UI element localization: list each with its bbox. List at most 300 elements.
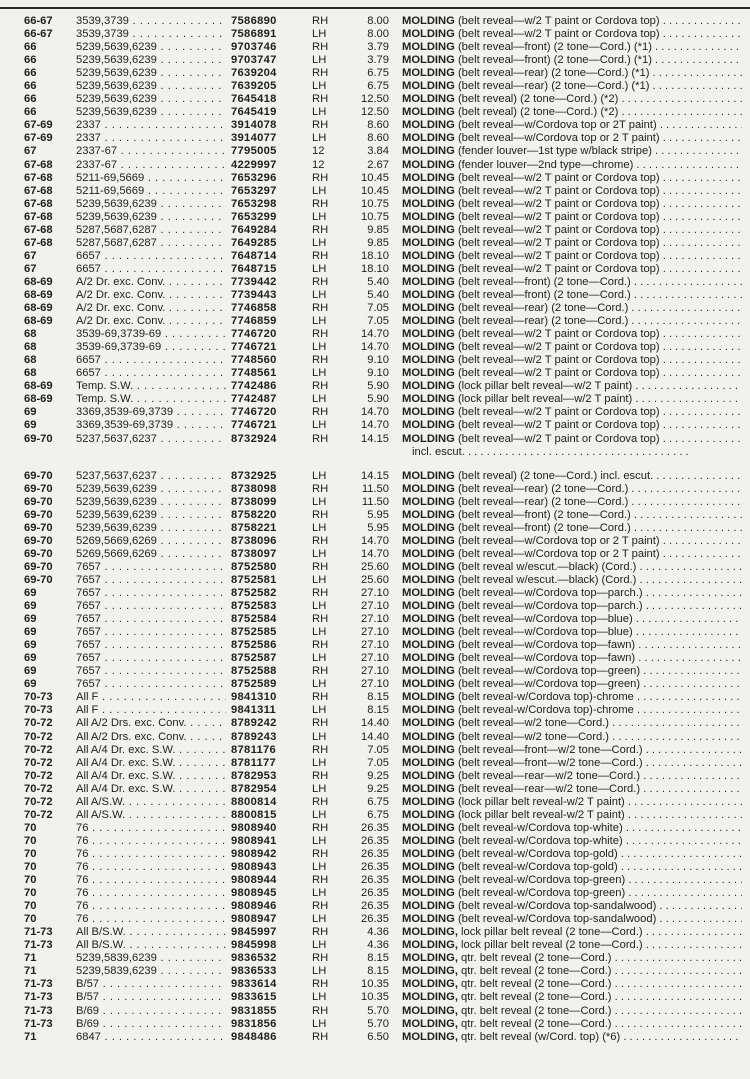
description-cell — [402, 172, 742, 185]
models-cell: 5239,5839,6239 . . . — [76, 952, 226, 965]
side-cell: LH — [312, 678, 327, 691]
part-row — [0, 796, 750, 809]
price-cell: 27.10 — [361, 678, 389, 691]
part-number-cell: 8800814 — [231, 795, 277, 808]
price-cell: 3.84 — [367, 145, 389, 158]
part-row — [0, 835, 750, 848]
price-cell: 14.70 — [361, 547, 389, 560]
description-cell — [402, 237, 742, 250]
side-cell: LH — [312, 626, 327, 639]
year-cell: 67-68 — [24, 236, 53, 249]
description-cell — [402, 626, 742, 639]
item-description: lock pillar belt reveal (2 tone—Cord.) — [461, 926, 643, 939]
side-cell: LH — [312, 991, 327, 1004]
item-description: (belt reveal—w/2 T paint or Cordova top) — [457, 184, 660, 197]
side-cell: RH — [312, 328, 329, 341]
description-cell — [402, 159, 742, 172]
part-row — [0, 600, 750, 613]
price-cell: 9.25 — [367, 769, 389, 782]
price-cell: 26.35 — [361, 887, 389, 900]
description-cell — [402, 54, 742, 67]
description-cell — [402, 665, 742, 678]
side-cell: RH — [312, 508, 329, 521]
description-cell — [402, 341, 742, 354]
part-number-cell: 8752589 — [231, 678, 277, 691]
year-cell: 70-72 — [24, 769, 53, 782]
price-cell: 27.10 — [361, 626, 389, 639]
description-cell — [402, 328, 742, 341]
description-cell — [402, 965, 742, 978]
description-cell — [402, 587, 742, 600]
description-cell — [402, 952, 742, 965]
year-cell: 68-69 — [24, 275, 53, 288]
side-cell: LH — [312, 419, 327, 432]
item-name: MOLDING — [402, 847, 455, 860]
price-cell: 14.15 — [361, 432, 389, 445]
item-description: qtr. belt reveal (2 tone—Cord.) — [461, 952, 612, 965]
item-name: MOLDING — [402, 626, 455, 639]
year-cell: 68-69 — [24, 315, 53, 328]
part-row — [0, 770, 750, 783]
models-cell: 3539,3739 . . . — [76, 15, 226, 28]
item-description: (belt reveal—w/Cordova top—blue) — [457, 626, 633, 639]
part-number-cell: 8789243 — [231, 730, 277, 743]
side-cell: LH — [312, 965, 327, 978]
parts-list — [0, 15, 750, 1044]
side-cell: RH — [312, 717, 329, 730]
price-cell: 6.75 — [367, 67, 389, 80]
description-cell — [402, 380, 742, 393]
item-description: (belt reveal-w/Cordova top)-chrome — [457, 704, 634, 717]
part-number-cell: 8758220 — [231, 508, 277, 521]
part-row — [0, 574, 750, 587]
description-cell — [402, 600, 742, 613]
price-cell: 8.15 — [367, 691, 389, 704]
item-name: MOLDING — [402, 223, 455, 236]
part-row — [0, 106, 750, 119]
year-cell: 69-70 — [24, 508, 53, 521]
year-cell: 66 — [24, 106, 37, 119]
price-cell: 27.10 — [361, 665, 389, 678]
item-description: (belt reveal—front—w/2 tone—Cord.) — [457, 743, 643, 756]
models-cell: 7657 . . . — [76, 652, 226, 665]
year-cell: 69 — [24, 600, 37, 613]
item-name: MOLDING — [402, 508, 455, 521]
item-name: MOLDING — [402, 834, 455, 847]
models-cell: 76 . . . — [76, 887, 226, 900]
side-cell: RH — [312, 795, 329, 808]
price-cell: 8.60 — [367, 119, 389, 132]
item-description: (belt reveal—w/Cordova top—blue) — [457, 613, 633, 626]
models-cell: 5239,5639,6239 . . . — [76, 496, 226, 509]
item-description: (belt reveal—w/2 T paint or Cordova top) — [457, 28, 660, 41]
item-name: MOLDING — [402, 900, 455, 913]
part-row — [0, 626, 750, 639]
year-cell: 66 — [24, 80, 37, 93]
price-cell: 4.36 — [367, 939, 389, 952]
part-row — [0, 965, 750, 978]
item-name: MOLDING — [402, 743, 455, 756]
description-cell — [402, 652, 742, 665]
price-cell: 9.85 — [367, 236, 389, 249]
description-cell — [402, 978, 742, 991]
description-cell — [402, 41, 742, 54]
description-cell — [402, 276, 742, 289]
side-cell: LH — [312, 106, 327, 119]
price-cell: 26.35 — [361, 900, 389, 913]
item-description: (belt reveal—front) (2 tone—Cord.) (*1) — [457, 54, 652, 67]
item-name: MOLDING — [402, 380, 455, 393]
year-cell: 71-73 — [24, 978, 53, 991]
price-cell: 14.70 — [361, 406, 389, 419]
year-cell: 71 — [24, 952, 37, 965]
part-number-cell: 7746721 — [231, 341, 277, 354]
description-cell — [402, 704, 742, 717]
year-cell: 67-68 — [24, 223, 53, 236]
side-cell: LH — [312, 547, 327, 560]
models-cell: All B/S.W. . . . — [76, 939, 226, 952]
models-cell: 7657 . . . — [76, 613, 226, 626]
models-cell: A/2 Dr. exc. Conv. . . . — [76, 289, 226, 302]
description-cell — [402, 900, 742, 913]
description-cell — [402, 406, 742, 419]
item-description: (belt reveal—w/Cordova top—fawn) — [457, 639, 636, 652]
models-cell: 5239,5639,6239 . . . — [76, 211, 226, 224]
side-cell: LH — [312, 28, 327, 41]
models-cell: 5287,5687,6287 . . . — [76, 237, 226, 250]
item-name: MOLDING — [402, 315, 455, 328]
part-number-cell: 8752586 — [231, 639, 277, 652]
side-cell: RH — [312, 952, 329, 965]
item-description: (belt reveal—w/Cordova top—green) — [457, 678, 641, 691]
models-cell: 3539,3739 . . . — [76, 28, 226, 41]
item-name: MOLDING — [402, 210, 455, 223]
description-cell — [402, 809, 742, 822]
price-cell: 3.79 — [367, 41, 389, 54]
price-cell: 27.10 — [361, 639, 389, 652]
item-description: (belt reveal—w/2 T paint or Cordova top) — [457, 223, 660, 236]
year-cell: 70-72 — [24, 730, 53, 743]
item-name: MOLDING — [402, 28, 455, 41]
item-description: (belt reveal-w/Cordova top-gold) — [457, 861, 618, 873]
price-cell: 8.15 — [367, 952, 389, 965]
price-cell: 10.45 — [361, 184, 389, 197]
side-cell: LH — [312, 887, 327, 900]
item-description: (belt reveal—w/Cordova top—fawn) — [457, 652, 636, 665]
models-cell: 6657 . . . — [76, 367, 226, 380]
item-description: qtr. belt reveal (2 tone—Cord.) — [461, 1017, 612, 1030]
price-cell: 7.05 — [367, 315, 389, 328]
description-cell — [402, 367, 742, 380]
part-number-cell: 7649285 — [231, 236, 277, 249]
part-number-cell: 7795005 — [231, 145, 277, 158]
part-row — [0, 639, 750, 652]
price-cell: 5.40 — [367, 275, 389, 288]
item-name: MOLDING — [402, 482, 455, 495]
part-number-cell: 8738098 — [231, 482, 277, 495]
models-cell: 7657 . . . — [76, 665, 226, 678]
part-number-cell: 8752580 — [231, 560, 277, 573]
year-cell: 70-73 — [24, 704, 53, 717]
part-number-cell: 7586890 — [231, 15, 277, 27]
item-description: (belt reveal w/escut.—black) (Cord.) — [457, 560, 637, 573]
price-cell: 3.79 — [367, 54, 389, 67]
part-row — [0, 548, 750, 561]
models-cell: All A/2 Drs. exc. Conv. . . . — [76, 731, 226, 744]
item-description: (fender louver—1st type w/black stripe) — [457, 145, 652, 158]
side-cell: RH — [312, 587, 329, 600]
part-number-cell: 7746720 — [231, 328, 277, 341]
price-cell: 26.35 — [361, 861, 389, 873]
item-name: MOLDING — [402, 367, 455, 380]
part-row — [0, 587, 750, 600]
description-cell — [402, 509, 742, 522]
part-row — [0, 848, 750, 861]
item-name: MOLDING — [402, 145, 455, 158]
description-cell — [402, 639, 742, 652]
item-name: MOLDING — [402, 236, 455, 249]
item-name: MOLDING — [402, 874, 455, 887]
item-name: MOLDING, — [402, 965, 458, 978]
price-cell: 10.35 — [361, 978, 389, 991]
side-cell: RH — [312, 406, 329, 419]
item-name: MOLDING — [402, 132, 455, 145]
part-row — [0, 509, 750, 522]
price-cell: 14.70 — [361, 419, 389, 432]
part-row — [0, 159, 750, 172]
side-cell: LH — [312, 315, 327, 328]
item-description: (belt reveal—front—w/2 tone—Cord.) — [457, 756, 643, 769]
year-cell: 69-70 — [24, 432, 53, 445]
item-description: (belt reveal—front) (2 tone—Cord.) (*1) — [457, 41, 652, 54]
part-number-cell: 7586891 — [231, 28, 277, 41]
side-cell: LH — [312, 1017, 327, 1030]
year-cell: 67-68 — [24, 184, 53, 197]
price-cell: 9.10 — [367, 367, 389, 380]
side-cell: RH — [312, 560, 329, 573]
item-description: (belt reveal—w/Cordova top—green) — [457, 665, 641, 678]
models-cell: 6657 . . . — [76, 250, 226, 263]
item-name: MOLDING — [402, 93, 455, 106]
item-name: MOLDING — [402, 41, 455, 54]
year-cell: 70-72 — [24, 756, 53, 769]
year-cell: 68 — [24, 367, 37, 380]
description-cell — [402, 106, 742, 119]
price-cell: 5.70 — [367, 1004, 389, 1017]
item-description: (belt reveal-w/Cordova top-green) — [457, 874, 626, 887]
part-number-cell: 8752581 — [231, 573, 277, 586]
part-row — [0, 926, 750, 939]
item-description: (belt reveal—w/2 T paint or Cordova top) — [457, 171, 660, 184]
models-cell: All A/4 Dr. exc. S.W. . . . — [76, 744, 226, 757]
item-description: qtr. belt reveal (2 tone—Cord.) — [461, 978, 612, 991]
description-cell — [402, 15, 742, 28]
year-cell: 67 — [24, 262, 37, 275]
models-cell: 5239,5639,6239 . . . — [76, 522, 226, 535]
description-cell — [402, 419, 742, 432]
item-description: (belt reveal—rear) (2 tone—Cord.) — [457, 315, 629, 328]
item-description: incl. escut. — [412, 445, 465, 458]
price-cell: 7.05 — [367, 743, 389, 756]
part-number-cell: 8781177 — [231, 756, 277, 769]
side-cell: RH — [312, 171, 329, 184]
description-cell — [402, 145, 742, 158]
part-number-cell: 7645419 — [231, 106, 277, 119]
price-cell: 14.40 — [361, 730, 389, 743]
item-description: (belt reveal—front) (2 tone—Cord.) — [457, 275, 631, 288]
description-cell — [402, 496, 742, 509]
item-name: MOLDING — [402, 587, 455, 600]
models-cell: 5239,5639,6239 . . . — [76, 41, 226, 54]
models-cell: 5239,5639,6239 . . . — [76, 106, 226, 119]
part-number-cell: 8758221 — [231, 521, 277, 534]
description-cell — [402, 315, 742, 328]
models-cell: 3539-69,3739-69 . . . — [76, 341, 226, 354]
item-description: (belt reveal) (2 tone—Cord.) incl. escut. — [457, 469, 654, 482]
item-name: MOLDING — [402, 249, 455, 262]
models-cell: 3539-69,3739-69 . . . — [76, 328, 226, 341]
side-cell: LH — [312, 393, 327, 406]
part-number-cell: 7649284 — [231, 223, 277, 236]
part-number-cell: 7648715 — [231, 262, 277, 275]
side-cell: RH — [312, 874, 329, 887]
side-cell: LH — [312, 652, 327, 665]
side-cell: RH — [312, 197, 329, 210]
year-cell: 67 — [24, 249, 37, 262]
part-number-cell: 8738099 — [231, 495, 277, 508]
item-description: (belt reveal—w/2 T paint or Cordova top) — [457, 249, 660, 262]
part-number-cell: 7639205 — [231, 80, 277, 93]
year-cell: 70-72 — [24, 782, 53, 795]
year-cell: 67 — [24, 145, 37, 158]
price-cell: 6.75 — [367, 795, 389, 808]
part-row — [0, 939, 750, 952]
item-description: (belt reveal-w/Cordova top-gold) — [457, 847, 618, 860]
part-row — [0, 185, 750, 198]
models-cell: 76 . . . — [76, 913, 226, 926]
description-cell — [402, 770, 742, 783]
side-cell: 12 — [312, 158, 325, 171]
side-cell: LH — [312, 730, 327, 743]
description-cell — [402, 848, 742, 861]
year-cell: 66 — [24, 54, 37, 67]
price-cell: 26.35 — [361, 821, 389, 834]
part-row — [0, 367, 750, 380]
part-number-cell: 7653298 — [231, 197, 277, 210]
models-cell: 6657 . . . — [76, 263, 226, 276]
part-row — [0, 952, 750, 965]
price-cell: 18.10 — [361, 249, 389, 262]
item-name: MOLDING — [402, 665, 455, 678]
price-cell: 25.60 — [361, 560, 389, 573]
side-cell: LH — [312, 288, 327, 301]
side-cell: RH — [312, 534, 329, 547]
price-cell: 5.95 — [367, 508, 389, 521]
side-cell: RH — [312, 743, 329, 756]
models-cell: 7657 . . . — [76, 626, 226, 639]
description-cell — [402, 289, 742, 302]
side-cell: RH — [312, 978, 329, 991]
item-name: MOLDING, — [402, 926, 458, 939]
part-number-cell: 7653296 — [231, 171, 277, 184]
models-cell: 2337-67 . . . — [76, 159, 226, 172]
price-cell: 14.70 — [361, 534, 389, 547]
side-cell: RH — [312, 900, 329, 913]
year-cell: 69 — [24, 678, 37, 691]
models-cell: 5239,5639,6239 . . . — [76, 509, 226, 522]
item-description: qtr. belt reveal (2 tone—Cord.) — [461, 1004, 612, 1017]
models-cell: 7657 . . . — [76, 574, 226, 587]
side-cell: RH — [312, 223, 329, 236]
part-row — [0, 731, 750, 744]
part-number-cell: 7748560 — [231, 354, 277, 367]
item-description: (belt reveal—w/Cordova top or 2 T paint) — [457, 132, 660, 145]
description-cell — [402, 132, 742, 145]
side-cell: RH — [312, 769, 329, 782]
year-cell: 68 — [24, 341, 37, 354]
part-row — [0, 1005, 750, 1018]
part-row — [0, 887, 750, 900]
item-description: (lock pillar belt reveal-w/2 T paint) — [457, 808, 625, 821]
models-cell: B/69 . . . — [76, 1005, 226, 1018]
price-cell: 27.10 — [361, 613, 389, 626]
models-cell: All A/2 Drs. exc. Conv. . . . — [76, 717, 226, 730]
item-name: MOLDING — [402, 769, 455, 782]
item-description: (belt reveal-w/Cordova top-white) — [457, 821, 623, 834]
models-cell: 5239,5639,6239 . . . — [76, 483, 226, 496]
models-cell: 7657 . . . — [76, 587, 226, 600]
price-cell: 18.10 — [361, 262, 389, 275]
part-number-cell: 9845997 — [231, 926, 277, 939]
item-description: (belt reveal—rear) (2 tone—Cord.) (*1) — [457, 80, 650, 93]
price-cell: 26.35 — [361, 874, 389, 887]
models-cell: 6657 . . . — [76, 354, 226, 367]
description-cell — [402, 1005, 742, 1018]
price-cell: 25.60 — [361, 573, 389, 586]
part-row — [0, 822, 750, 835]
part-number-cell: 7742487 — [231, 393, 277, 406]
item-name: MOLDING — [402, 67, 455, 80]
year-cell: 69-70 — [24, 495, 53, 508]
year-cell: 69 — [24, 406, 37, 419]
year-cell: 69 — [24, 587, 37, 600]
price-cell: 5.40 — [367, 288, 389, 301]
part-number-cell: 9848486 — [231, 1030, 277, 1043]
models-cell: 5211-69,5669 . . . — [76, 185, 226, 198]
models-cell: B/57 . . . — [76, 978, 226, 991]
item-name: MOLDING — [402, 184, 455, 197]
side-cell: RH — [312, 1004, 329, 1017]
side-cell: LH — [312, 495, 327, 508]
side-cell: RH — [312, 119, 329, 132]
item-name: MOLDING — [402, 80, 455, 93]
item-name: MOLDING — [402, 469, 455, 482]
description-cell — [402, 198, 742, 211]
item-description: (belt reveal—w/2 T paint or Cordova top) — [457, 432, 660, 445]
part-row — [0, 757, 750, 770]
year-cell: 69 — [24, 652, 37, 665]
side-cell: RH — [312, 302, 329, 315]
item-name: MOLDING — [402, 691, 455, 704]
side-cell: LH — [312, 210, 327, 223]
item-description: (belt reveal—rear) (2 tone—Cord.) — [457, 495, 629, 508]
item-description: (lock pillar belt reveal-w/2 T paint) — [457, 795, 625, 808]
item-description: (belt reveal—w/2 tone—Cord.) — [457, 717, 610, 730]
models-cell: 76 . . . — [76, 822, 226, 835]
item-name: MOLDING — [402, 328, 455, 341]
year-cell: 69-70 — [24, 573, 53, 586]
year-cell: 68-69 — [24, 380, 53, 393]
